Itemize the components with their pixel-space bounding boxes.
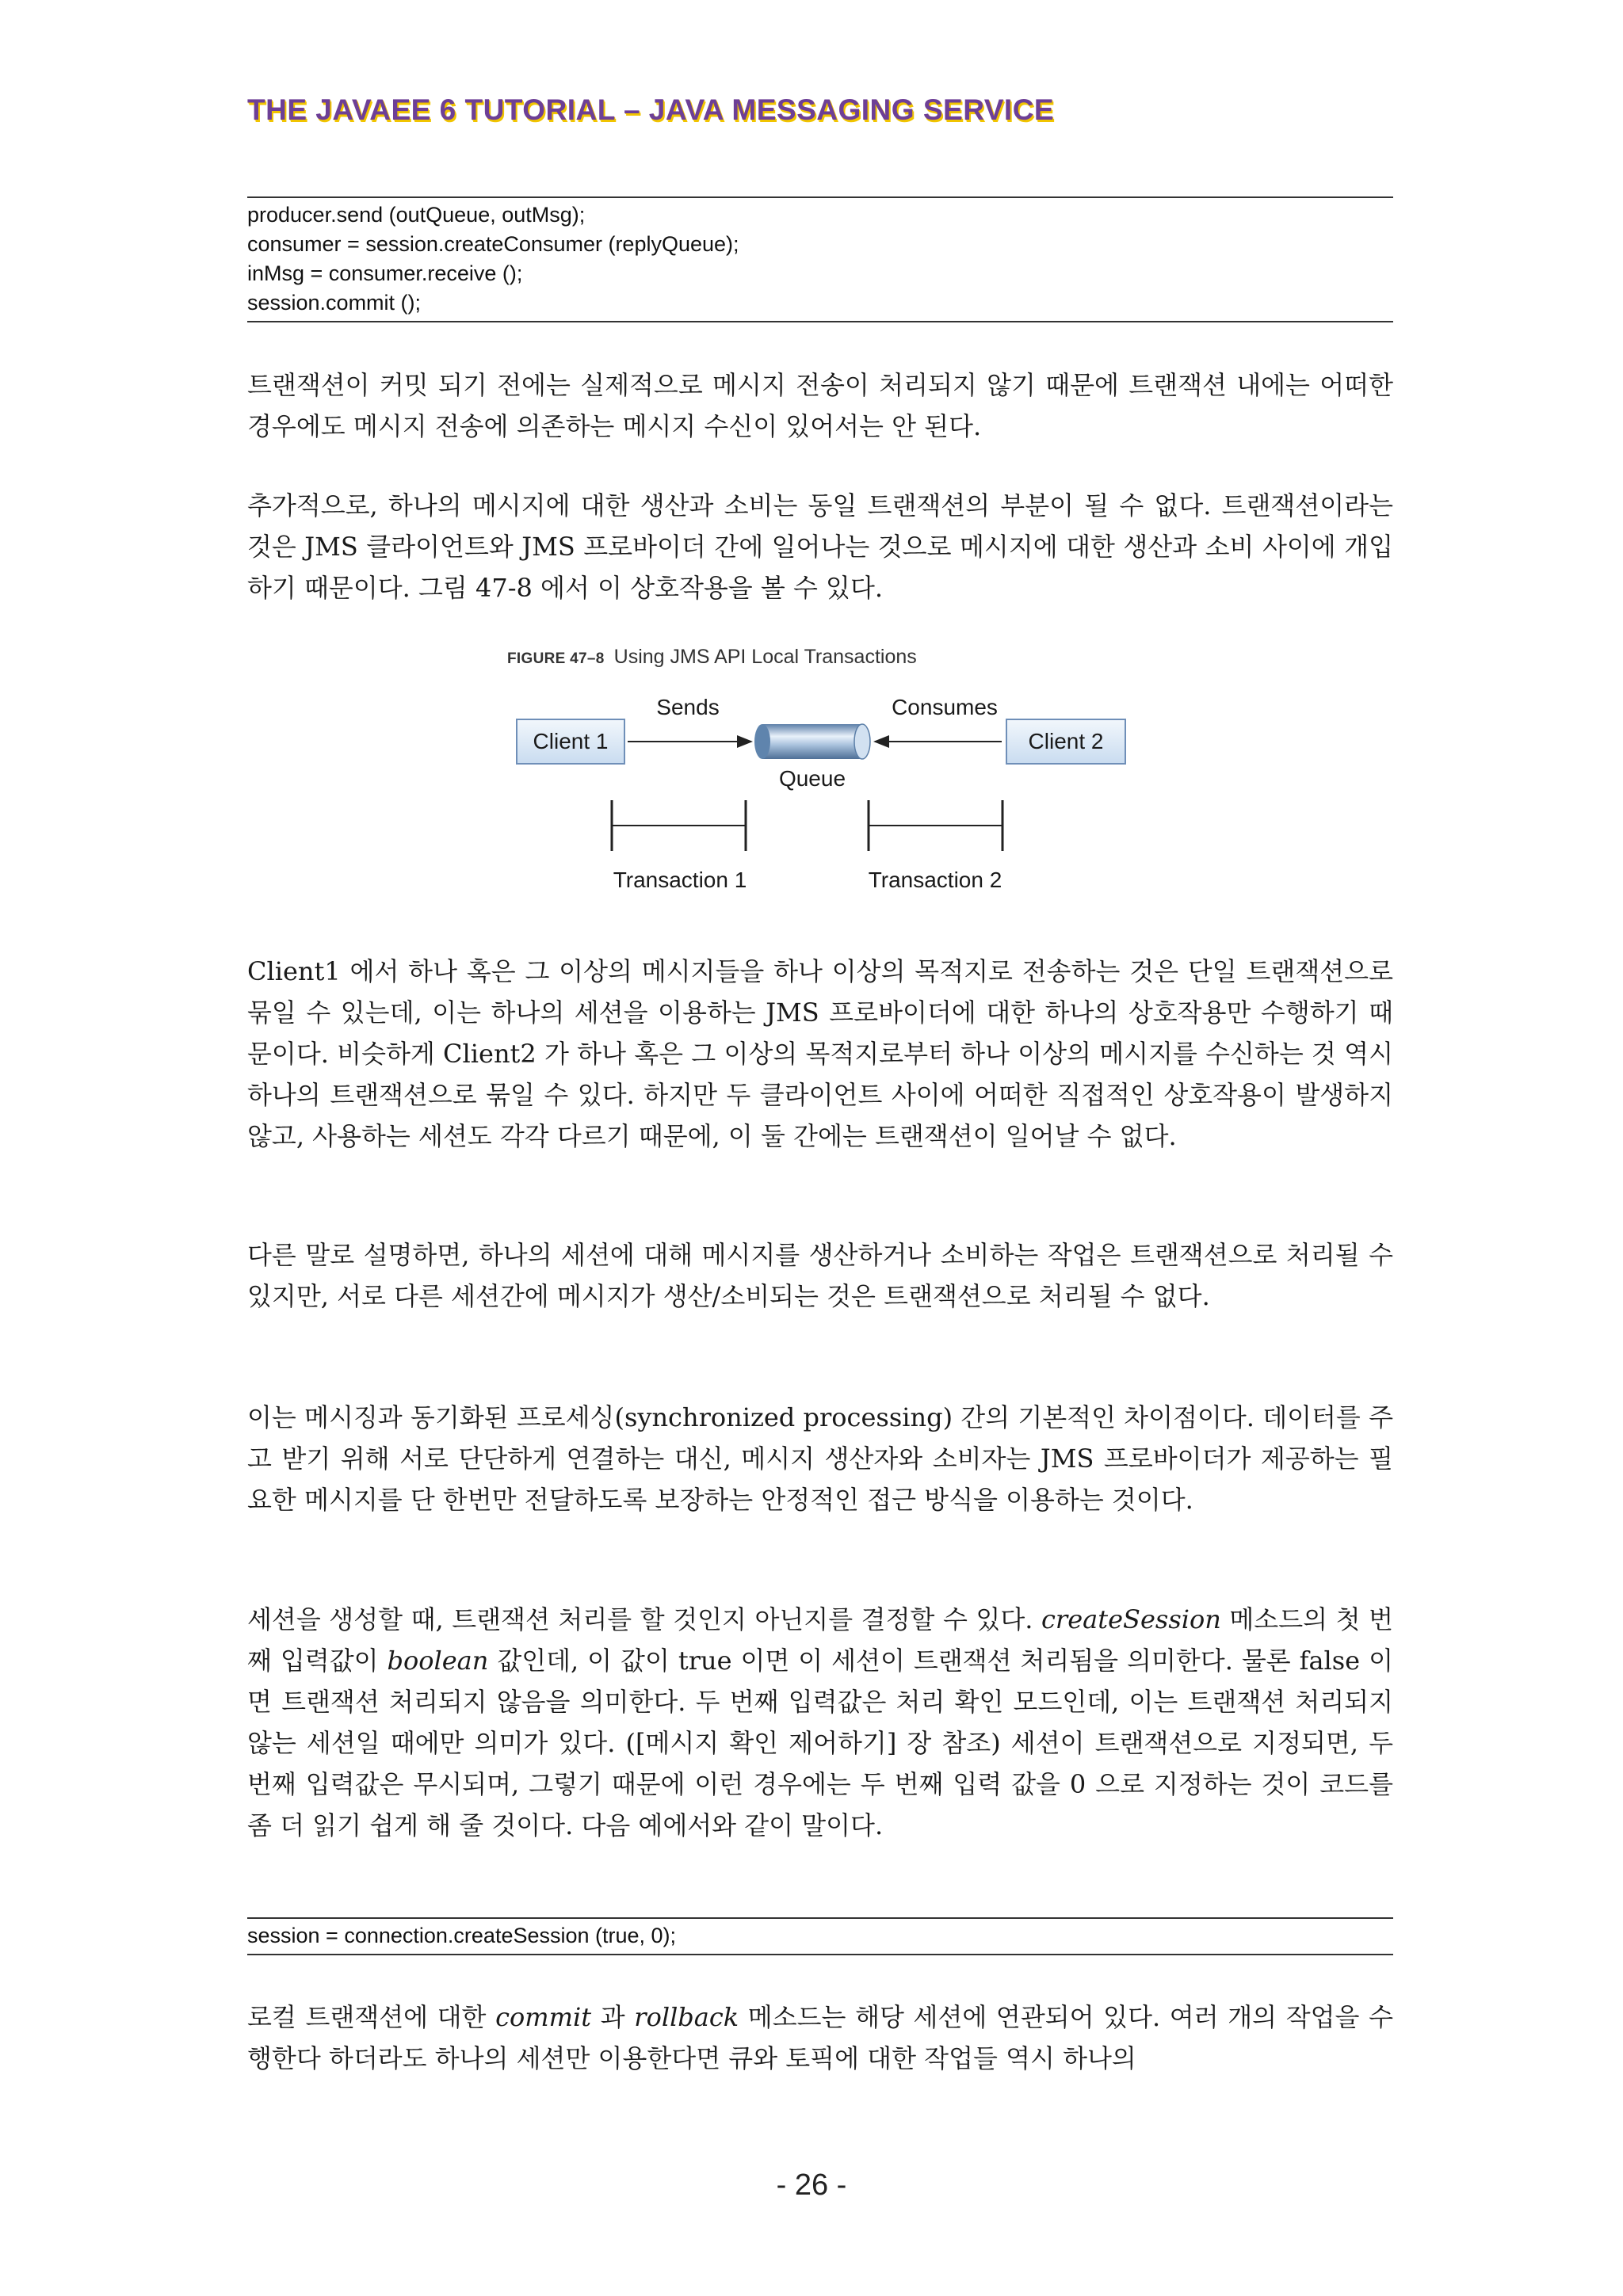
client1-box	[517, 719, 624, 764]
code-block-transaction	[247, 196, 1393, 322]
code-line: producer.send (outQueue, outMsg);	[247, 203, 586, 227]
consumes-label: Consumes	[892, 695, 998, 719]
code-line: session.commit ();	[247, 291, 422, 315]
client1-label: Client 1	[533, 729, 609, 753]
paragraph-commit-note: 트랜잭션이 커밋 되기 전에는 실제적으로 메시지 전송이 처리되지 않기 때문에 트랜잭션 내에는 어떠한 경우에도 메시지 전송에 의존하는 메시지 수신이 있어서는 안 된다.	[247, 370, 1393, 441]
queue-label: Queue	[778, 766, 846, 791]
client2-box	[1006, 719, 1125, 764]
inline-code-boolean: boolean	[387, 1646, 489, 1676]
code-line: inMsg = consumer.receive ();	[247, 261, 523, 285]
figure-caption	[507, 646, 917, 669]
inline-code-rollback: rollback	[634, 2002, 739, 2032]
inline-code-commit: commit	[495, 2002, 592, 2032]
code-line: consumer = session.createConsumer (replyQueue);	[247, 232, 739, 256]
inline-code-createsession: createSession	[1041, 1604, 1221, 1634]
transaction2-bracket	[869, 800, 1002, 851]
transaction1-bracket	[612, 800, 746, 851]
transaction1-label: Transaction 1	[613, 868, 747, 892]
page-number: - 26 -	[776, 2168, 847, 2202]
paragraph-commit-rollback: 로컬 트랜잭션에 대한 commit 과 rollback 메소드는 해당 세션에 연관되어 있다. 여러 개의 작업을 수행한다 하더라도 하나의 세션만 이용한다면 큐와 토픽에 대한 작업들 역시 하나의	[247, 2002, 1393, 2073]
figure-number: FIGURE 47–8	[507, 650, 605, 667]
sends-label: Sends	[656, 695, 720, 719]
paragraph-production-consumption: 추가적으로, 하나의 메시지에 대한 생산과 소비는 동일 트랜잭션의 부분이 될 수 없다. 트랜잭션이라는 것은 JMS 클라이언트와 JMS 프로바이더 간에 일어나는 것으로 메시지에 대한 생산과 소비 사이에 개입하기 때문이다. 그림 47-8 에서 이 상호작용을 볼 수 있다.	[247, 490, 1393, 603]
transaction2-label: Transaction 2	[868, 868, 1002, 892]
client2-label: Client 2	[1028, 729, 1104, 753]
queue-cylinder	[754, 724, 870, 759]
paragraph-messaging-difference: 이는 메시징과 동기화된 프로세싱(synchronized processing) 간의 기본적인 차이점이다. 데이터를 주고 받기 위해 서로 단단하게 연결하는 대신, 메시지 생산자와 소비자는 JMS 프로바이더가 제공하는 필요한 메시지를 단 한번만 전달하도록 보장하는 안정적인 접근 방식을 이용하는 것이다.	[247, 1402, 1393, 1515]
figure-title: Using JMS API Local Transactions	[613, 646, 917, 668]
paragraph-session-transactions: 다른 말로 설명하면, 하나의 세션에 대해 메시지를 생산하거나 소비하는 작업은 트랜잭션으로 처리될 수 있지만, 서로 다른 세션간에 메시지가 생산/소비되는 것은 트랜잭션으로 처리될 수 없다.	[247, 1240, 1393, 1311]
paragraph-client-transactions: Client1 에서 하나 혹은 그 이상의 메시지들을 하나 이상의 목적지로 전송하는 것은 단일 트랜잭션으로 묶일 수 있는데, 이는 하나의 세션을 이용하는 JMS 프로바이더에 대한 하나의 상호작용만 수행하기 때문이다. 비슷하게 Client2 가 하나 혹은 그 이상의 목적지로부터 하나 이상의 메시지를 수신하는 것 역시 하나의 트랜잭션으로 묶일 수 있다. 하지만 두 클라이언트 사이에 어떠한 직접적인 상호작용이 발생하지 않고, 사용하는 세션도 각각 다르기 때문에, 이 둘 간에는 트랜잭션이 일어날 수 없다.	[247, 956, 1393, 1151]
code-line: session = connection.createSession (true, 0);	[247, 1924, 677, 1947]
paragraph-create-session: 세션을 생성할 때, 트랜잭션 처리를 할 것인지 아닌지를 결정할 수 있다. createSession 메소드의 첫 번째 입력값이 boolean 값인데, 이 값이 true 이면 이 세션이 트랜잭션 처리됨을 의미한다. 물론 false 이면 트랜잭션 처리되지 않음을 의미한다. 두 번째 입력값은 처리 확인 모드인데, 이는 트랜잭션 처리되지 않는 세션일 때에만 의미가 있다. ([메시지 확인 제어하기] 장 참조) 세션이 트랜잭션으로 지정되면, 두 번째 입력값은 무시되며, 그렇기 때문에 이런 경우에는 두 번째 입력 값을 0 으로 지정하는 것이 코드를 좀 더 읽기 쉽게 해 줄 것이다. 다음 예에서와 같이 말이다.	[247, 1604, 1393, 1840]
page-header-title: THE JAVAEE 6 TUTORIAL – JAVA MESSAGING SERVICE	[247, 93, 1055, 126]
code-block-create-session	[247, 1917, 1393, 1955]
local-transactions-diagram	[507, 681, 1141, 903]
